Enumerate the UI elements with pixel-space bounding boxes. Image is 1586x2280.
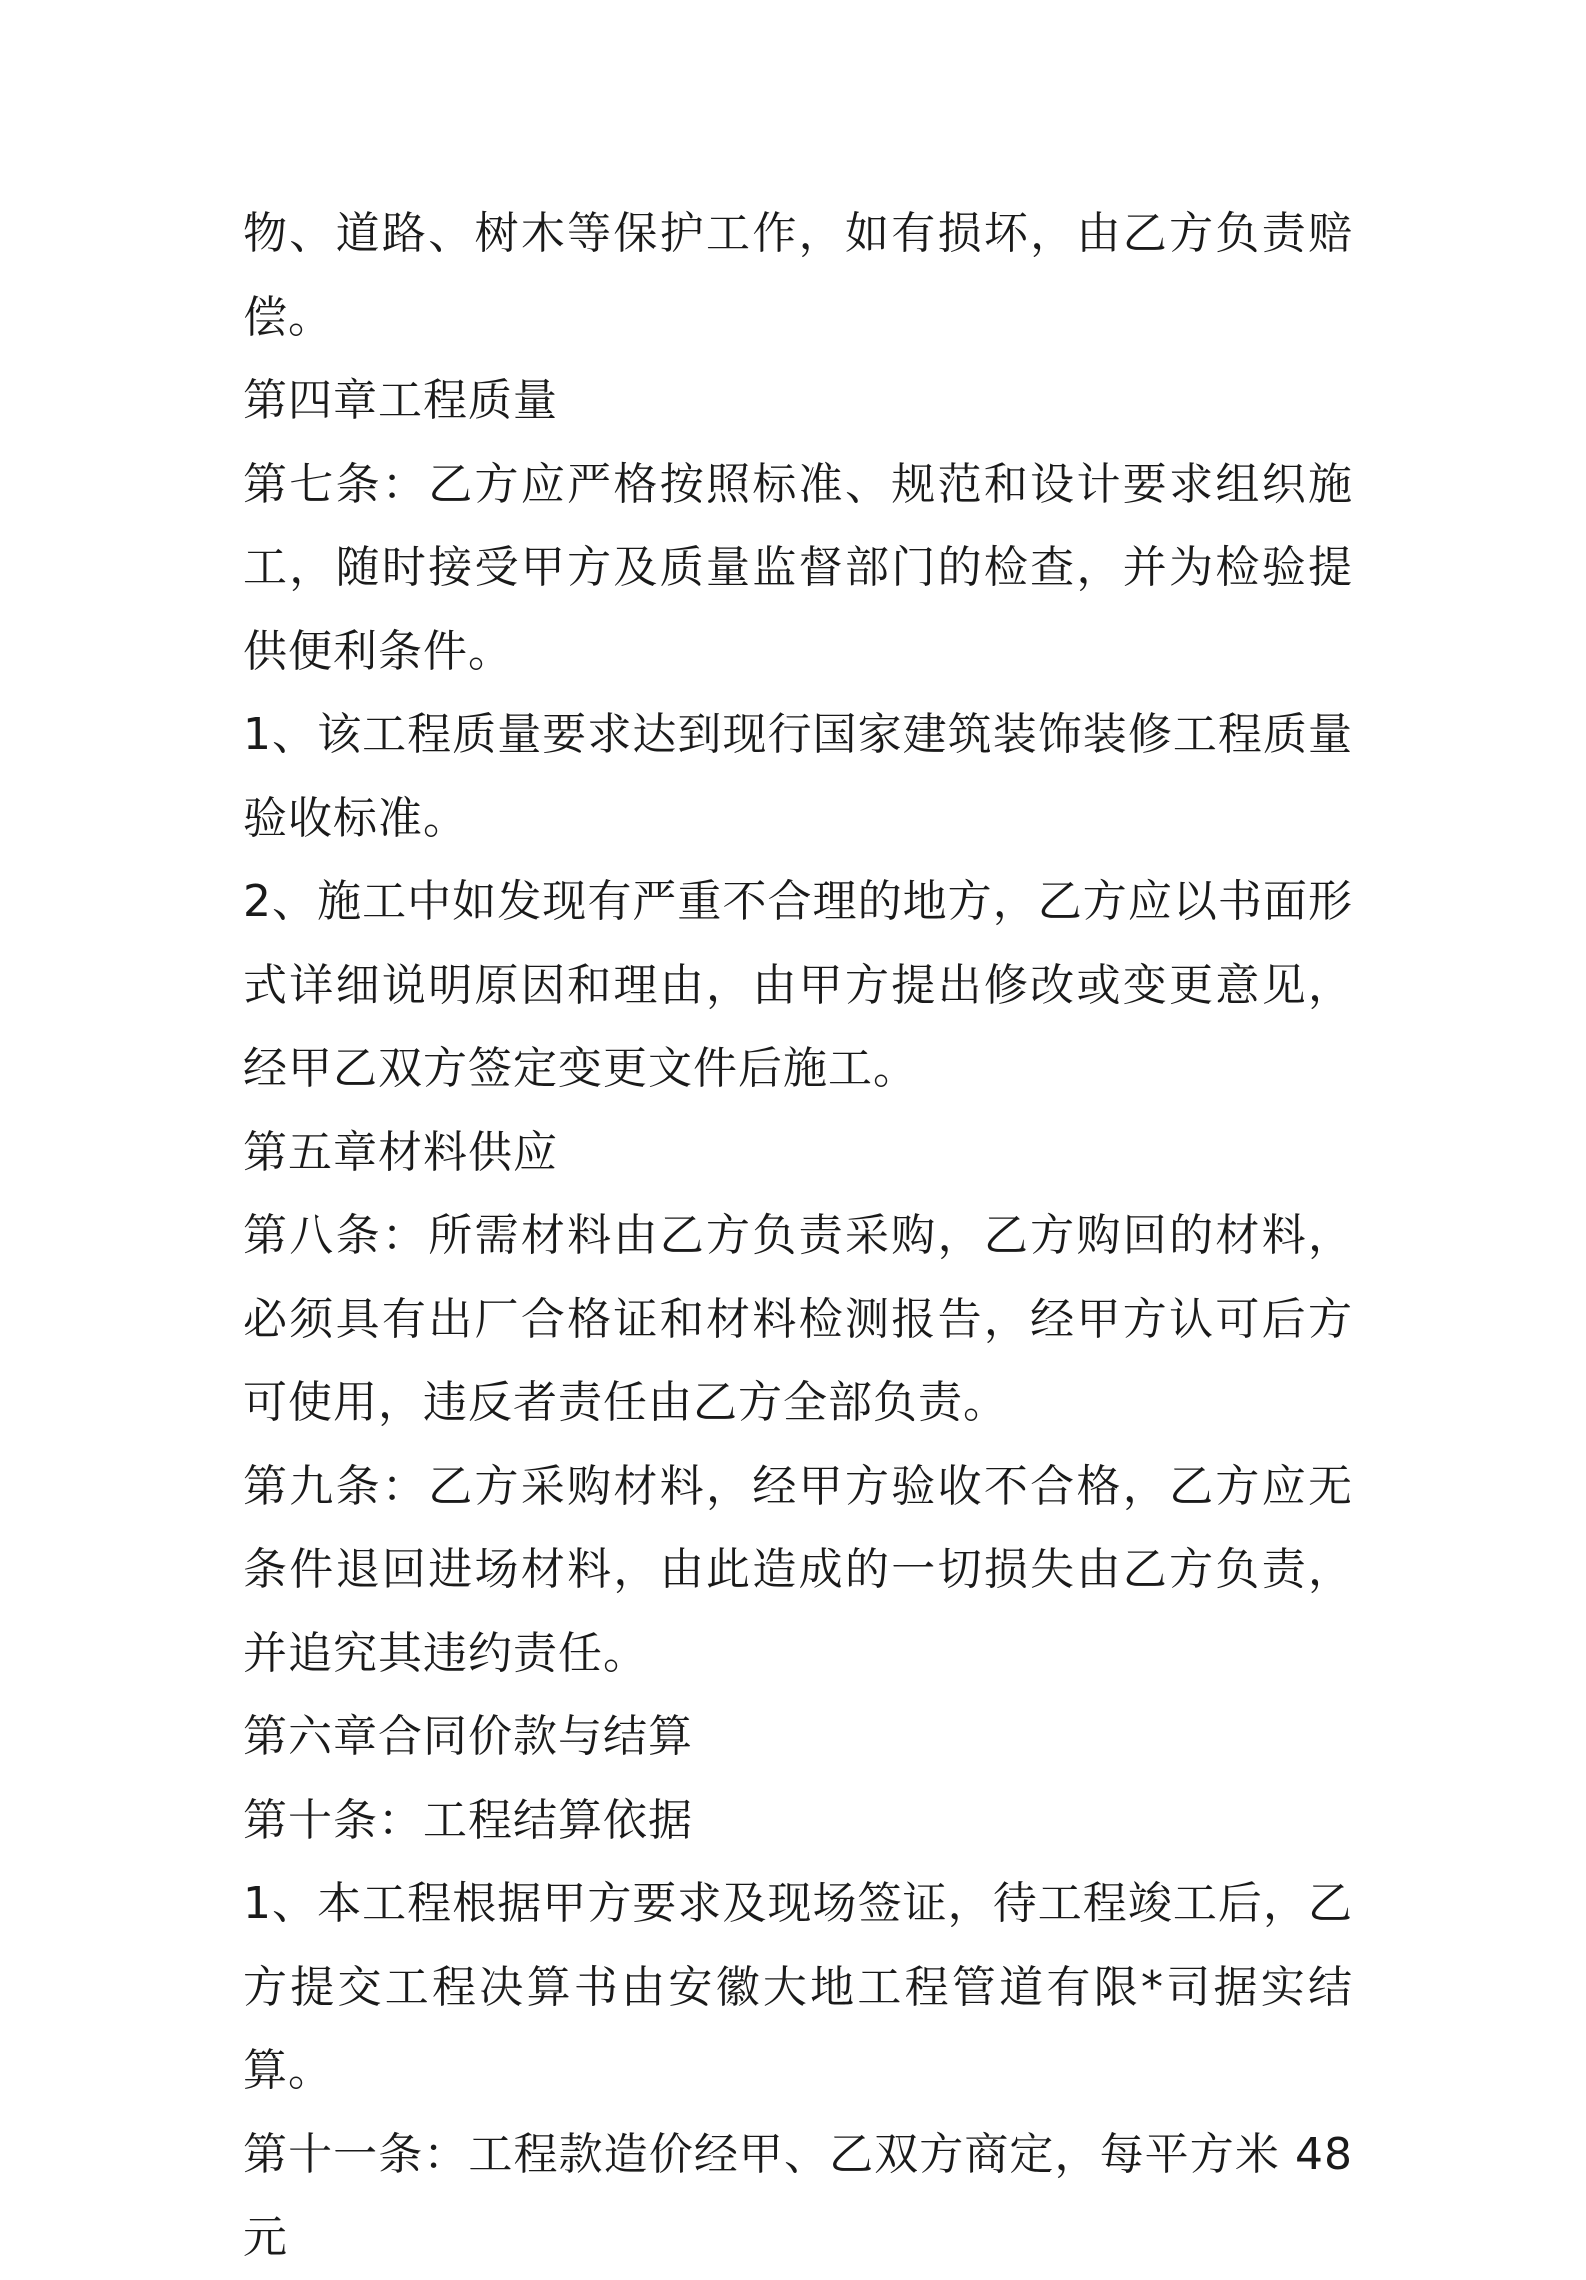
article-9: 第九条：乙方采购材料，经甲方验收不合格，乙方应无条件退回进场材料，由此造成的一切损失由乙方负责，并追究其违约责任。 [243,1460,1353,1679]
article-8: 第八条：所需材料由乙方负责采购，乙方购回的材料，必须具有出厂合格证和材料检测报告，经甲方认可后方可使用，违反者责任由乙方全部负责。 [243,1210,1353,1428]
clause-design-change: 2、施工中如发现有严重不合理的地方，乙方应以书面形式详细说明原因和理由，由甲方提出修改或变更意见，经甲乙双方签定变更文件后施工。 [243,876,1353,1094]
clause-settlement-basis: 1、本工程根据甲方要求及现场签证，待工程竣工后，乙方提交工程决算书由安徽大地工程管道有限*司据实结算。 [243,1878,1353,2096]
chapter-heading-price-settlement: 第六章合同价款与结算 [243,1711,693,1762]
paragraph-protection-liability: 物、道路、树木等保护工作，如有损坏，由乙方负责赔偿。 [243,208,1353,343]
article-11: 第十一条：工程款造价经甲、乙双方商定，每平方米 48 元 [243,2128,1353,2263]
article-10: 第十条：工程结算依据 [243,1794,693,1846]
clause-quality-standard: 1、该工程质量要求达到现行国家建筑装饰装修工程质量验收标准。 [243,709,1353,844]
document-body [243,192,1353,2280]
chapter-heading-quality: 第四章工程质量 [243,375,558,426]
article-7: 第七条：乙方应严格按照标准、规范和设计要求组织施工，随时接受甲方及质量监督部门的检查，并为检验提供便利条件。 [243,458,1353,677]
chapter-heading-materials: 第五章材料供应 [243,1126,558,1178]
